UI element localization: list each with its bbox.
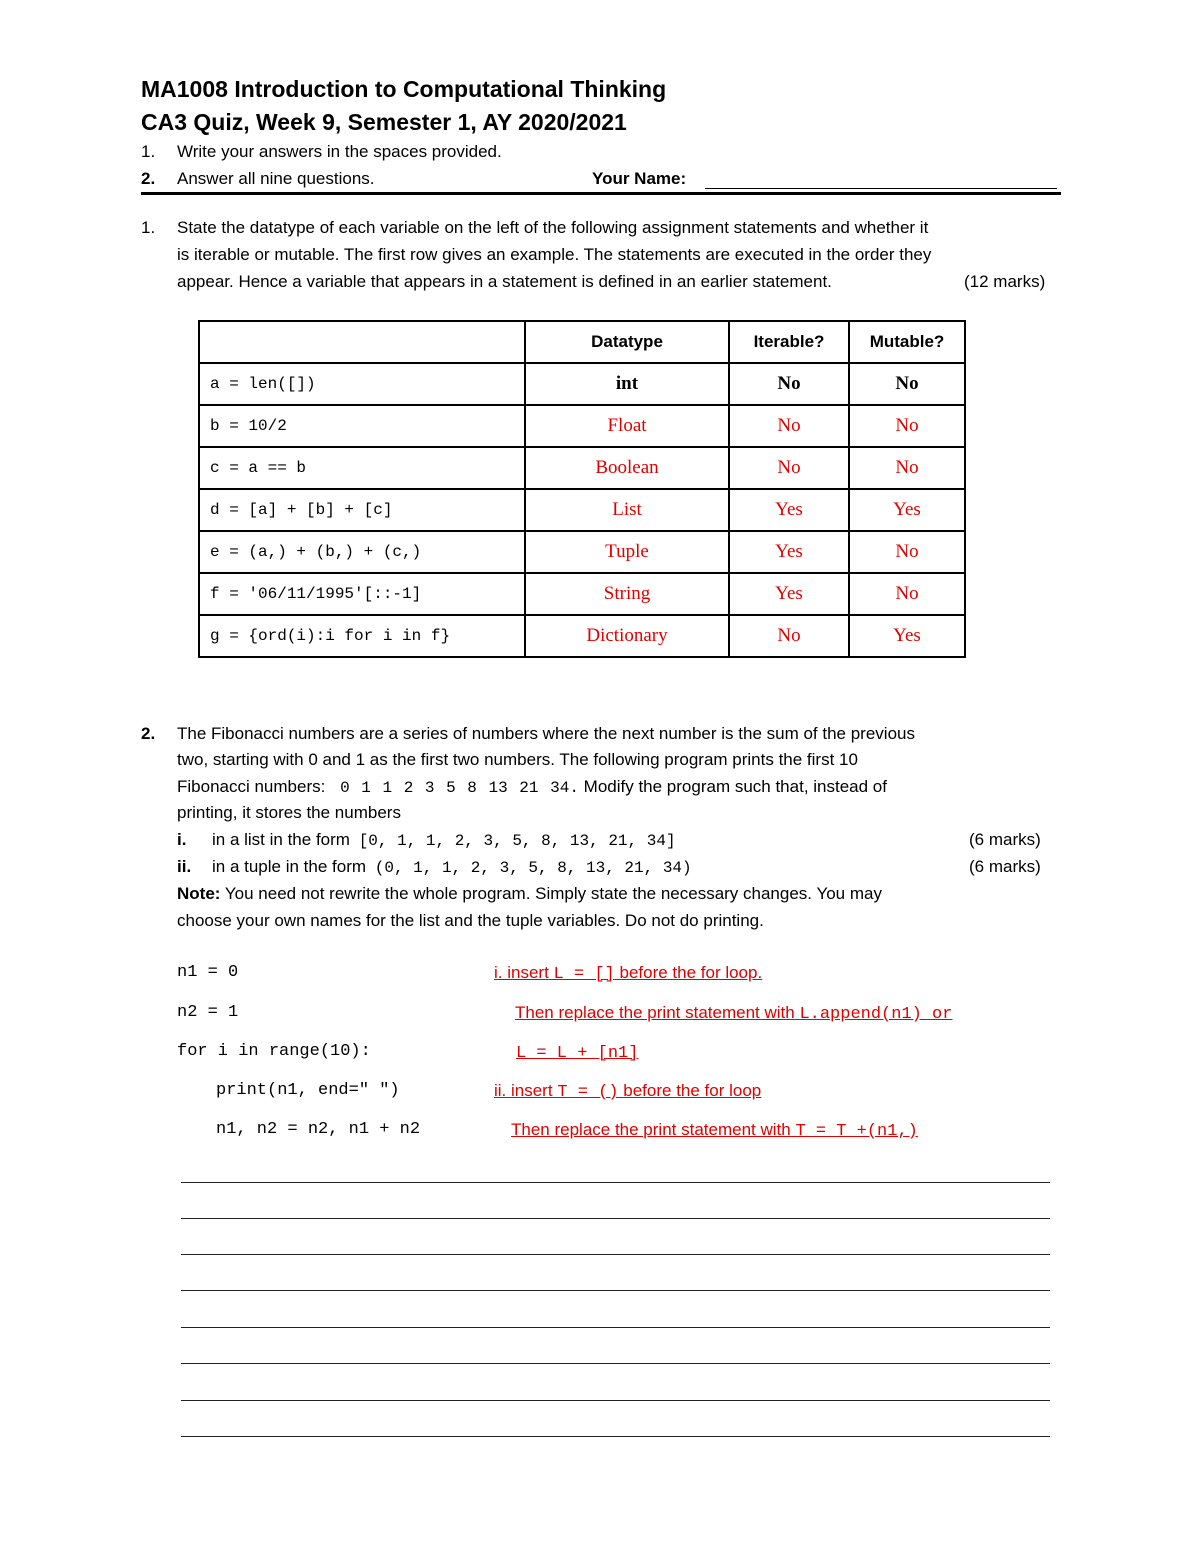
part-i-label: in a list in the form bbox=[212, 830, 350, 849]
mutable-cell: Yes bbox=[849, 489, 965, 531]
answer-text: Then replace the print statement with bbox=[511, 1120, 791, 1139]
page-title: MA1008 Introduction to Computational Thinking bbox=[141, 76, 667, 102]
answer-blank-line[interactable] bbox=[181, 1290, 1050, 1291]
table-header-cell bbox=[199, 321, 525, 363]
code-line: for i in range(10): bbox=[177, 1042, 371, 1061]
datatype-cell: Tuple bbox=[525, 531, 729, 573]
q2-text-line bbox=[177, 777, 887, 797]
note-line: choose your own names for the list and the tuple variables. Do not do printing. bbox=[177, 911, 764, 930]
part-i-text bbox=[212, 830, 676, 850]
header-divider bbox=[141, 192, 1061, 195]
note-label: Note: bbox=[177, 884, 221, 903]
mutable-cell: No bbox=[849, 363, 965, 405]
table-header-cell: Datatype bbox=[525, 321, 729, 363]
part-i-code: [0, 1, 1, 2, 3, 5, 8, 13, 21, 34] bbox=[358, 832, 676, 850]
table-row bbox=[199, 363, 965, 405]
q2-text-line: two, starting with 0 and 1 as the first two numbers. The following program prints the first 10 bbox=[177, 750, 858, 769]
datatype-cell: List bbox=[525, 489, 729, 531]
mutable-cell: No bbox=[849, 405, 965, 447]
q1-number: 1. bbox=[141, 218, 156, 237]
table-row bbox=[199, 573, 965, 615]
iterable-cell: Yes bbox=[729, 531, 849, 573]
table-header-row bbox=[199, 321, 965, 363]
q2-number: 2. bbox=[141, 724, 156, 743]
answer-blank-line[interactable] bbox=[181, 1182, 1050, 1183]
mutable-cell: No bbox=[849, 447, 965, 489]
answer-line bbox=[511, 1120, 918, 1141]
answer-blank-line[interactable] bbox=[181, 1400, 1050, 1401]
answer-line bbox=[516, 1042, 638, 1063]
mutable-cell: Yes bbox=[849, 615, 965, 657]
table-row bbox=[199, 489, 965, 531]
instruction-number: 1. bbox=[141, 142, 156, 161]
table-header-cell: Mutable? bbox=[849, 321, 965, 363]
statement-cell: g = {ord(i):i for i in f} bbox=[199, 615, 525, 657]
part-ii-label: in a tuple in the form bbox=[212, 857, 367, 876]
table-row bbox=[199, 615, 965, 657]
answer-text: before the for loop. bbox=[619, 963, 763, 982]
mutable-cell: No bbox=[849, 573, 965, 615]
answer-text: Then replace the print statement with bbox=[515, 1003, 795, 1022]
table-row bbox=[199, 531, 965, 573]
answer-code: L = [] bbox=[553, 965, 615, 984]
answer-text: ii. insert bbox=[494, 1081, 553, 1100]
part-i-number: i. bbox=[177, 830, 187, 849]
instruction-text: Answer all nine questions. bbox=[177, 169, 375, 188]
name-label: Your Name: bbox=[592, 169, 687, 188]
code-line: n2 = 1 bbox=[177, 1003, 239, 1022]
iterable-cell: No bbox=[729, 363, 849, 405]
answer-blank-line[interactable] bbox=[181, 1363, 1050, 1364]
answer-blank-line[interactable] bbox=[181, 1254, 1050, 1255]
table-row bbox=[199, 447, 965, 489]
name-field[interactable] bbox=[705, 188, 1057, 189]
datatype-table bbox=[198, 320, 966, 658]
answer-code: L = L + [n1] bbox=[516, 1044, 639, 1063]
note-text: You need not rewrite the whole program. Simply state the necessary changes. You may bbox=[224, 884, 882, 903]
datatype-cell: Float bbox=[525, 405, 729, 447]
fibonacci-sequence: 0 1 1 2 3 5 8 13 21 34. bbox=[340, 779, 579, 797]
statement-cell: b = 10/2 bbox=[199, 405, 525, 447]
iterable-cell: No bbox=[729, 447, 849, 489]
part-ii-code: (0, 1, 1, 2, 3, 5, 8, 13, 21, 34) bbox=[374, 859, 692, 877]
instruction-number: 2. bbox=[141, 169, 156, 188]
answer-line bbox=[494, 1081, 761, 1102]
answer-blank-line[interactable] bbox=[181, 1436, 1050, 1437]
answer-code: T = () bbox=[557, 1083, 619, 1102]
iterable-cell: Yes bbox=[729, 573, 849, 615]
answer-blank-line[interactable] bbox=[181, 1218, 1050, 1219]
q1-text-line: is iterable or mutable. The first row gives an example. The statements are executed in the order they bbox=[177, 245, 932, 264]
answer-code: L.append(n1) or bbox=[799, 1005, 953, 1024]
answer-code: T = T +(n1,) bbox=[795, 1122, 918, 1141]
answer-blank-line[interactable] bbox=[181, 1327, 1050, 1328]
datatype-cell: String bbox=[525, 573, 729, 615]
code-line: print(n1, end=" ") bbox=[216, 1081, 400, 1100]
note-line bbox=[177, 884, 882, 904]
datatype-cell: Dictionary bbox=[525, 615, 729, 657]
part-i-marks: (6 marks) bbox=[969, 830, 1041, 849]
statement-cell: a = len([]) bbox=[199, 363, 525, 405]
iterable-cell: Yes bbox=[729, 489, 849, 531]
statement-cell: d = [a] + [b] + [c] bbox=[199, 489, 525, 531]
q2-text: Fibonacci numbers: bbox=[177, 777, 326, 796]
part-ii-text bbox=[212, 857, 692, 877]
q2-text-line: The Fibonacci numbers are a series of numbers where the next number is the sum of the previous bbox=[177, 724, 915, 743]
answer-line bbox=[494, 963, 762, 984]
table-header-cell: Iterable? bbox=[729, 321, 849, 363]
code-line: n1 = 0 bbox=[177, 963, 239, 982]
answer-line bbox=[515, 1003, 952, 1024]
q1-marks: (12 marks) bbox=[964, 272, 1046, 291]
statement-cell: e = (a,) + (b,) + (c,) bbox=[199, 531, 525, 573]
page-subtitle: CA3 Quiz, Week 9, Semester 1, AY 2020/2021 bbox=[141, 109, 627, 135]
iterable-cell: No bbox=[729, 405, 849, 447]
instruction-text: Write your answers in the spaces provided. bbox=[177, 142, 502, 161]
part-ii-number: ii. bbox=[177, 857, 192, 876]
q1-text-line: appear. Hence a variable that appears in a statement is defined in an earlier statement. bbox=[177, 272, 832, 291]
datatype-cell: Boolean bbox=[525, 447, 729, 489]
statement-cell: f = '06/11/1995'[::-1] bbox=[199, 573, 525, 615]
statement-cell: c = a == b bbox=[199, 447, 525, 489]
q2-text: Modify the program such that, instead of bbox=[583, 777, 887, 796]
code-line: n1, n2 = n2, n1 + n2 bbox=[216, 1120, 421, 1139]
iterable-cell: No bbox=[729, 615, 849, 657]
part-ii-marks: (6 marks) bbox=[969, 857, 1041, 876]
q2-text-line: printing, it stores the numbers bbox=[177, 803, 401, 822]
answer-text: i. insert bbox=[494, 963, 549, 982]
q1-text-line: State the datatype of each variable on the left of the following assignment statements and whether it bbox=[177, 218, 929, 237]
datatype-cell: int bbox=[525, 363, 729, 405]
answer-text: before the for loop bbox=[623, 1081, 762, 1100]
table-row bbox=[199, 405, 965, 447]
mutable-cell: No bbox=[849, 531, 965, 573]
